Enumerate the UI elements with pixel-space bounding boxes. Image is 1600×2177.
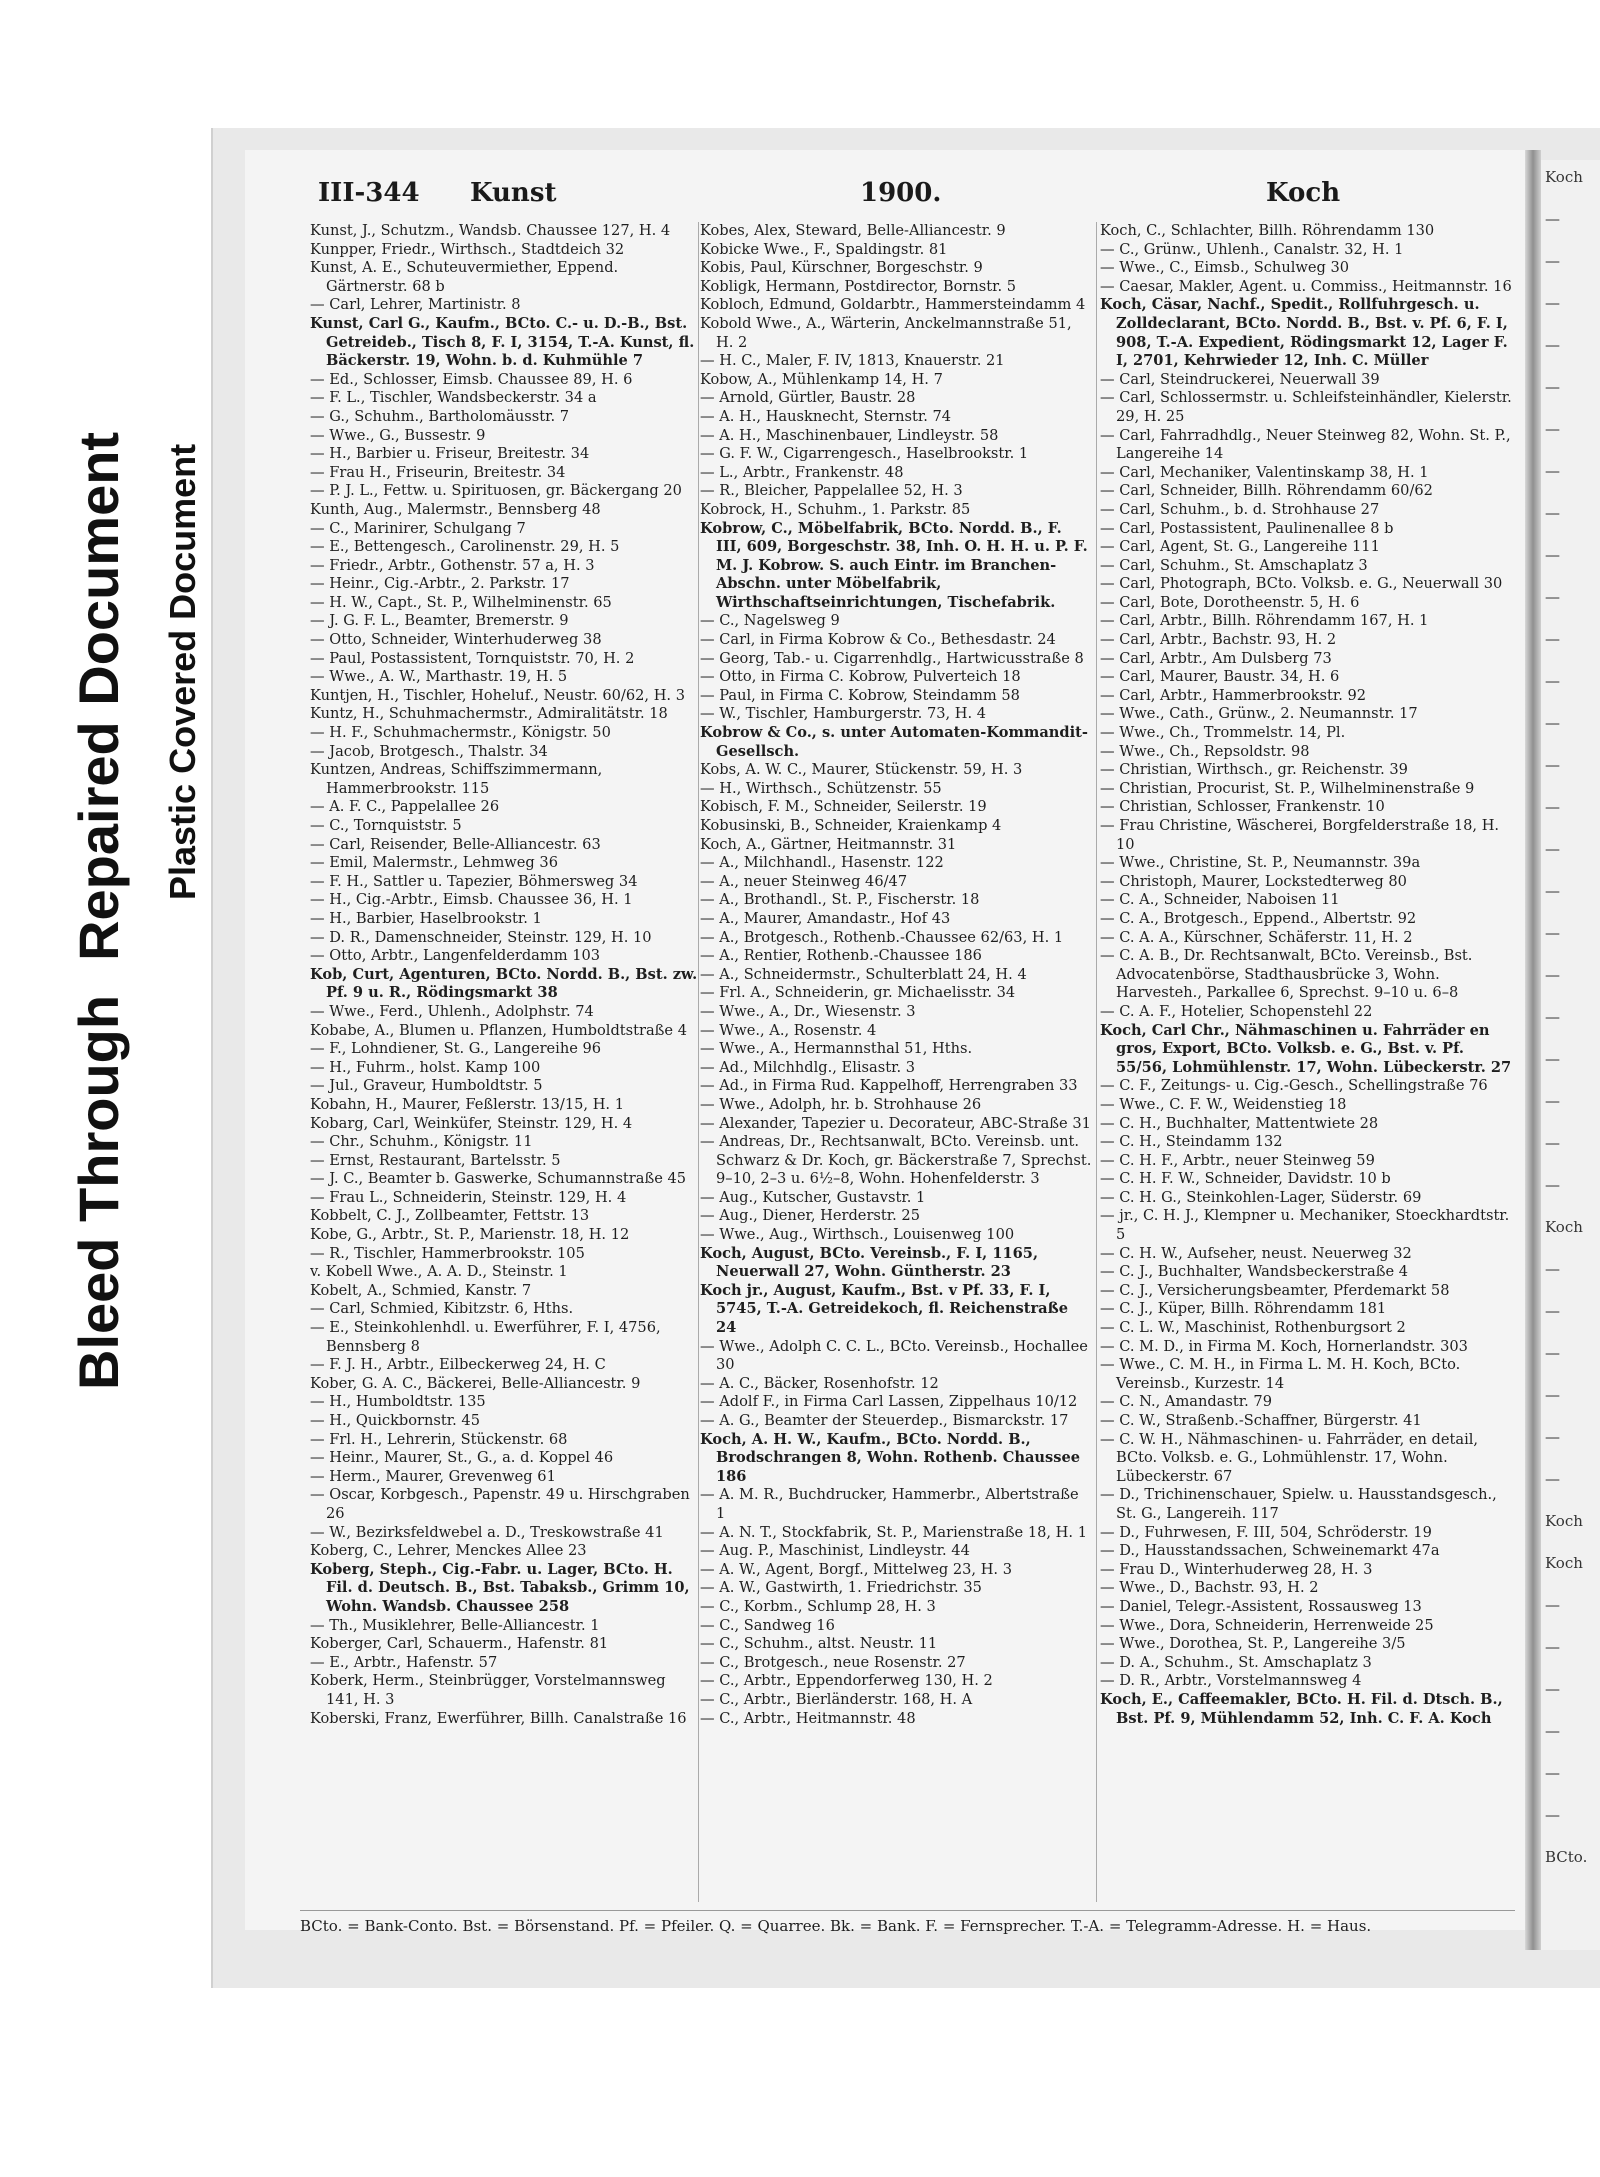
- directory-entry: — A., Maurer, Amandastr., Hof 43: [700, 909, 951, 927]
- next-page-fragment: —: [1545, 924, 1560, 942]
- directory-entry: — Wwe., Dora, Schneiderin, Herrenweide 25: [1100, 1616, 1434, 1634]
- directory-entry: — Wwe., Ferd., Uhlenh., Adolphstr. 74: [310, 1002, 594, 1020]
- directory-entry: — Paul, in Firma C. Kobrow, Steindamm 58: [700, 686, 1020, 704]
- directory-entry: — Friedr., Arbtr., Gothenstr. 57 a, H. 3: [310, 556, 595, 574]
- directory-entry: — A. W., Agent, Borgf., Mittelweg 23, H. 3: [700, 1560, 1012, 1578]
- directory-entry: — Carl, Postassistent, Paulinenallee 8 b: [1100, 519, 1394, 537]
- page-number: III-344: [318, 178, 420, 208]
- directory-entry: — J. G. F. L., Beamter, Bremerstr. 9: [310, 612, 569, 630]
- directory-entry: Kobligk, Hermann, Postdirector, Bornstr. 5: [700, 277, 1017, 295]
- directory-entry: — Georg, Tab.- u. Cigarrenhdlg., Hartwicusstraße 8: [700, 649, 1084, 667]
- directory-entry: — W., Tischler, Hamburgerstr. 73, H. 4: [700, 705, 987, 723]
- directory-entry: Koberg, Steph., Cig.-Fabr. u. Lager, BCto. H. Fil. d. Deutsch. B., Bst. Tabaksb., Grimm 10, Wohn. Wandsb. Chaussee 258: [310, 1560, 690, 1615]
- directory-entry: Kobabe, A., Blumen u. Pflanzen, Humboldtstraße 4: [310, 1021, 687, 1039]
- directory-entry: — Aug. P., Maschinist, Lindleystr. 44: [700, 1542, 970, 1560]
- next-page-fragment: —: [1545, 546, 1560, 564]
- directory-entry: — Jul., Graveur, Humboldtstr. 5: [310, 1077, 543, 1095]
- directory-entry: — Carl, Bote, Dorotheenstr. 5, H. 6: [1100, 593, 1360, 611]
- directory-entry: Kobold Wwe., A., Wärterin, Anckelmannstraße 51, H. 2: [700, 314, 1072, 351]
- directory-entry: — C., Arbtr., Bierländerstr. 168, H. A: [700, 1690, 973, 1708]
- directory-entry: — Wwe., G., Bussestr. 9: [310, 426, 486, 444]
- directory-entry: — Wwe., C. F. W., Weidenstieg 18: [1100, 1095, 1347, 1113]
- next-page-fragment: —: [1545, 1134, 1560, 1152]
- directory-entry: Kuntjen, H., Tischler, Hoheluf., Neustr. 60/62, H. 3: [310, 686, 685, 704]
- directory-entry: Kobs, A. W. C., Maurer, Stückenstr. 59, H. 3: [700, 761, 1023, 779]
- next-page-fragment: —: [1545, 1806, 1560, 1824]
- directory-entry: — Frau D., Winterhuderweg 28, H. 3: [1100, 1560, 1373, 1578]
- directory-entry: — C. J., Versicherungsbeamter, Pferdemarkt 58: [1100, 1281, 1450, 1299]
- column-1: [310, 222, 698, 1902]
- directory-entry: — H., Barbier, Haselbrookstr. 1: [310, 909, 542, 927]
- directory-entry: — E., Bettengesch., Carolinenstr. 29, H. 5: [310, 538, 620, 556]
- next-page-fragment: —: [1545, 1302, 1560, 1320]
- directory-entry: — H., Cig.-Arbtr., Eimsb. Chaussee 36, H. 1: [310, 891, 633, 909]
- directory-entry: — C. M. D., in Firma M. Koch, Hornerlandstr. 303: [1100, 1337, 1468, 1355]
- directory-entry: — Wwe., A., Rosenstr. 4: [700, 1021, 877, 1039]
- directory-entry: Kunst, J., Schutzm., Wandsb. Chaussee 127, H. 4: [310, 222, 671, 239]
- directory-entry: Kobes, Alex, Steward, Belle-Alliancestr. 9: [700, 222, 1006, 239]
- directory-entry: — C., Grünw., Uhlenh., Canalstr. 32, H. 1: [1100, 240, 1404, 258]
- directory-entry: — Emil, Malermstr., Lehmweg 36: [310, 854, 558, 872]
- directory-entry: Koch jr., August, Kaufm., Bst. v Pf. 33, F. I, 5745, T.-A. Getreidekoch, fl. Reichenstraße 24: [700, 1281, 1068, 1337]
- directory-entry: — Carl, Fahrradhdlg., Neuer Steinweg 82, Wohn. St. P., Langereihe 14: [1100, 426, 1511, 463]
- directory-entry: Kobrow & Co., s. unter Automaten-Kommandit-Gesellsch.: [700, 724, 1088, 760]
- directory-entry: — C. W., Straßenb.-Schaffner, Bürgerstr. 41: [1100, 1412, 1422, 1429]
- directory-entry: — Frl. A., Schneiderin, gr. Michaelisstr. 34: [700, 984, 1016, 1002]
- directory-entry: — Wwe., Christine, St. P., Neumannstr. 39a: [1100, 854, 1421, 872]
- directory-entry: — Ad., in Firma Rud. Kappelhoff, Herrengraben 33: [700, 1077, 1078, 1095]
- directory-entry: — Christian, Schlosser, Frankenstr. 10: [1100, 798, 1385, 816]
- directory-entry: — A., neuer Steinweg 46/47: [700, 872, 908, 890]
- directory-entry: — A., Brotgesch., Rothenb.-Chaussee 62/63, H. 1: [700, 928, 1064, 946]
- directory-entry: — Carl, Reisender, Belle-Alliancestr. 63: [310, 835, 601, 853]
- directory-entry: Kuntz, H., Schuhmachermstr., Admiralitätstr. 18: [310, 705, 668, 723]
- next-page-fragment: —: [1545, 294, 1560, 312]
- directory-entry: — Frau Christine, Wäscherei, Borgfelderstraße 18, H. 10: [1100, 817, 1500, 853]
- directory-entry: — Ad., Milchhdlg., Elisastr. 3: [700, 1058, 916, 1076]
- next-page-fragment: —: [1545, 840, 1560, 858]
- next-page-fragment: —: [1545, 378, 1560, 396]
- directory-entry: — Christian, Wirthsch., gr. Reichenstr. 39: [1100, 761, 1408, 779]
- abbreviation-legend: BCto. = Bank-Conto. Bst. = Börsenstand. Pf. = Pfeiler. Q. = Quarree. Bk. = Bank. F. = Fernsprecher. T.-A. = Telegramm-Adresse. H. = Haus.: [300, 1917, 1372, 1935]
- directory-entry: Koberger, Carl, Schauerm., Hafenstr. 81: [310, 1635, 609, 1653]
- directory-entry: — F. J. H., Arbtr., Eilbeckerweg 24, H. C: [310, 1356, 606, 1374]
- directory-entry: — D. R., Damenschneider, Steinstr. 129, H. 10: [310, 928, 652, 946]
- directory-entry: Kobloch, Edmund, Goldarbtr., Hammersteindamm 4: [700, 296, 1086, 314]
- directory-entry: — D. R., Arbtr., Vorstelmannsweg 4: [1100, 1672, 1362, 1690]
- directory-entry: — Carl, Arbtr., Billh. Röhrendamm 167, H. 1: [1100, 612, 1429, 630]
- directory-entry: — H., Barbier u. Friseur, Breitestr. 34: [310, 445, 590, 463]
- next-page-fragment: —: [1545, 1008, 1560, 1026]
- directory-entry: — H. W., Capt., St. P., Wilhelminenstr. 65: [310, 593, 612, 611]
- directory-entry: — Christian, Procurist, St. P., Wilhelminenstraße 9: [1100, 779, 1475, 797]
- next-page-fragment: Koch: [1545, 1512, 1583, 1530]
- directory-entry: — G., Schuhm., Bartholomäusstr. 7: [310, 407, 570, 425]
- directory-entry: — Carl, Arbtr., Hammerbrookstr. 92: [1100, 686, 1367, 704]
- directory-entry: — Ed., Schlosser, Eimsb. Chaussee 89, H. 6: [310, 370, 633, 388]
- directory-entry: Kobahn, H., Maurer, Feßlerstr. 13/15, H. 1: [310, 1095, 624, 1113]
- directory-entry: — Wwe., A. W., Marthastr. 19, H. 5: [310, 668, 568, 686]
- next-page-fragment: Koch: [1545, 168, 1583, 186]
- next-page-fragment: —: [1545, 672, 1560, 690]
- directory-entry: — Carl, Arbtr., Bachstr. 93, H. 2: [1100, 631, 1337, 649]
- next-page-fragment: —: [1545, 504, 1560, 522]
- directory-entry: Koberg, C., Lehrer, Menckes Allee 23: [310, 1542, 587, 1560]
- directory-entry: — Wwe., Aug., Wirthsch., Louisenweg 100: [700, 1226, 1015, 1244]
- directory-entry: Koch, E., Caffeemakler, BCto. H. Fil. d. Dtsch. B., Bst. Pf. 9, Mühlendamm 52, Inh. C. F. A. Koch: [1100, 1690, 1503, 1727]
- directory-entry: Kunpper, Friedr., Wirthsch., Stadtdeich 32: [310, 240, 625, 258]
- directory-entry: — C. H. G., Steinkohlen-Lager, Süderstr. 69: [1100, 1188, 1422, 1206]
- next-page-fragment: —: [1545, 1050, 1560, 1068]
- directory-entry: — C., Schuhm., altst. Neustr. 11: [700, 1635, 938, 1653]
- next-page-fragment: —: [1545, 1470, 1560, 1488]
- directory-entry: — Carl, Mechaniker, Valentinskamp 38, H. 1: [1100, 463, 1429, 481]
- directory-entry: — Wwe., D., Bachstr. 93, H. 2: [1100, 1579, 1319, 1597]
- directory-entry: — Wwe., C., Eimsb., Schulweg 30: [1100, 259, 1350, 277]
- directory-entry: — Chr., Schuhm., Königstr. 11: [310, 1133, 533, 1151]
- directory-entry: Koch, Cäsar, Nachf., Spedit., Rollfuhrgesch. u. Zolldeclarant, BCto. Nordd. B., Bst. v. Pf. 6, F. I, 908, T.-A. Expedient, Rödingsmarkt 12, Lager F. I, 2701, Kehrwieder 12, Inh. C. Müller: [1100, 296, 1508, 370]
- directory-entry: — A. W., Gastwirth, 1. Friedrichstr. 35: [700, 1579, 982, 1597]
- directory-entry: — Christoph, Maurer, Lockstedterweg 80: [1100, 872, 1407, 890]
- directory-entry: Kobow, A., Mühlenkamp 14, H. 7: [700, 370, 943, 388]
- directory-entry: — Th., Musiklehrer, Belle-Alliancestr. 1: [310, 1616, 600, 1634]
- directory-entry: — Herm., Maurer, Grevenweg 61: [310, 1467, 556, 1485]
- directory-entry: — C. F., Zeitungs- u. Cig.-Gesch., Schellingstraße 76: [1100, 1077, 1488, 1095]
- directory-entry: — Otto, Arbtr., Langenfelderdamm 103: [310, 947, 601, 965]
- directory-entry: — Oscar, Korbgesch., Papenstr. 49 u. Hirschgraben 26: [310, 1486, 690, 1522]
- side-label-secondary: Plastic Covered Document: [162, 443, 203, 900]
- directory-entry: — jr., C. H. J., Klempner u. Mechaniker, Stoeckhardtstr. 5: [1100, 1207, 1510, 1244]
- directory-entry: — D., Trichinenschauer, Spielw. u. Hausstandsgesch., St. G., Langereih. 117: [1100, 1486, 1497, 1522]
- directory-entry: — H., Humboldtstr. 135: [310, 1393, 486, 1411]
- directory-entry: v. Kobell Wwe., A. A. D., Steinstr. 1: [310, 1263, 568, 1281]
- directory-entry: — C. H. F., Arbtr., neuer Steinweg 59: [1100, 1151, 1375, 1169]
- directory-entry: — D., Fuhrwesen, F. III, 504, Schröderstr. 19: [1100, 1523, 1432, 1541]
- directory-entry: — Paul, Postassistent, Tornquiststr. 70, H. 2: [310, 649, 635, 667]
- directory-entry: — A. N. T., Stockfabrik, St. P., Marienstraße 18, H. 1: [700, 1523, 1087, 1541]
- directory-entry: Kobarg, Carl, Weinküfer, Steinstr. 129, H. 4: [310, 1114, 633, 1132]
- next-page-fragment: —: [1545, 1344, 1560, 1362]
- directory-entry: — C. J., Buchhalter, Wandsbeckerstraße 4: [1100, 1263, 1409, 1281]
- next-page-fragment: —: [1545, 798, 1560, 816]
- directory-entry: Koch, A. H. W., Kaufm., BCto. Nordd. B., Brodschrangen 8, Wohn. Rothenb. Chaussee 186: [700, 1430, 1081, 1485]
- next-page-edge: [1541, 160, 1600, 1950]
- directory-entry: Kobelt, A., Schmied, Kanstr. 7: [310, 1281, 532, 1299]
- directory-entry: Kob, Curt, Agenturen, BCto. Nordd. B., Bst. zw. Pf. 9 u. R., Rödingsmarkt 38: [310, 965, 698, 1002]
- directory-entry: — F. L., Tischler, Wandsbeckerstr. 34 a: [310, 389, 597, 407]
- directory-entry: — C. A. A., Kürschner, Schäferstr. 11, H. 2: [1100, 928, 1413, 946]
- directory-entry: — Adolf F., in Firma Carl Lassen, Zippelhaus 10/12: [700, 1393, 1078, 1411]
- directory-entry: — A., Rentier, Rothenb.-Chaussee 186: [700, 947, 982, 965]
- directory-entry: Koberk, Herm., Steinbrügger, Vorstelmannsweg 141, H. 3: [310, 1672, 666, 1708]
- next-page-fragment: —: [1545, 1596, 1560, 1614]
- directory-entry: — D., Hausstandssachen, Schweinemarkt 47a: [1100, 1542, 1440, 1560]
- directory-entry: — J. C., Beamter b. Gaswerke, Schumannstraße 45: [310, 1170, 687, 1188]
- directory-entry: — C. H., Buchhalter, Mattentwiete 28: [1100, 1114, 1379, 1132]
- directory-entry: — A. C., Bäcker, Rosenhofstr. 12: [700, 1374, 939, 1392]
- directory-entry: — Carl, Steindruckerei, Neuerwall 39: [1100, 370, 1380, 388]
- next-page-fragment: —: [1545, 714, 1560, 732]
- directory-entry: — Wwe., C. M. H., in Firma L. M. H. Koch, BCto. Vereinsb., Kurzestr. 14: [1100, 1356, 1461, 1392]
- directory-entry: Kunth, Aug., Malermstr., Bennsberg 48: [310, 500, 601, 518]
- directory-entry: — H., Fuhrm., holst. Kamp 100: [310, 1058, 541, 1076]
- directory-entry: Koch, Carl Chr., Nähmaschinen u. Fahrräder en gros, Export, BCto. Volksb. e. G., Bst. v. Pf. 55/56, Lohmühlenstr. 17, Wohn. Lübeckerstr. 27: [1100, 1021, 1512, 1076]
- directory-entry: Kobisch, F. M., Schneider, Seilerstr. 19: [700, 798, 987, 816]
- directory-entry: — C. W. H., Nähmaschinen- u. Fahrräder, en detail, BCto. Volksb. e. G., Lohmühlenstr. 17, Wohn. Lübeckerstr. 67: [1100, 1430, 1479, 1485]
- label-repaired-document: Repaired Document: [67, 431, 130, 961]
- footer-divider: [300, 1910, 1515, 1911]
- directory-entry: — A. M. R., Buchdrucker, Hammerbr., Albertstraße 1: [700, 1486, 1079, 1522]
- directory-entry: — C., Tornquiststr. 5: [310, 817, 462, 834]
- next-page-fragment: —: [1545, 1176, 1560, 1194]
- directory-entry: — C., Marinirer, Schulgang 7: [310, 519, 526, 537]
- directory-entry: Kobicke Wwe., F., Spaldingstr. 81: [700, 240, 948, 258]
- directory-entry: — Otto, in Firma C. Kobrow, Pulverteich 18: [700, 668, 1021, 686]
- directory-entry: — Carl, Agent, St. G., Langereihe 111: [1100, 538, 1380, 556]
- directory-entry: — Carl, Lehrer, Martinistr. 8: [310, 296, 521, 314]
- directory-entry: Koch, C., Schlachter, Billh. Röhrendamm 130: [1100, 222, 1435, 239]
- directory-entry: — Carl, Schneider, Billh. Röhrendamm 60/62: [1100, 482, 1433, 500]
- next-page-fragment: —: [1545, 1092, 1560, 1110]
- directory-entry: — R., Bleicher, Pappelallee 52, H. 3: [700, 482, 963, 500]
- directory-entry: — Carl, Maurer, Baustr. 34, H. 6: [1100, 668, 1340, 686]
- directory-entry: Kobrow, C., Möbelfabrik, BCto. Nordd. B., F. III, 609, Borgeschstr. 38, Inh. O. H. H. u. P. F. M. J. Kobrow. S. auch Eintr. im Branchen-Abschn. unter Möbelfabrik, Wirthschaftseinrichtungen, Tischefabrik.: [700, 519, 1088, 611]
- directory-entry: — C. L. W., Maschinist, Rothenburgsort 2: [1100, 1319, 1406, 1337]
- directory-entry: — Heinr., Maurer, St., G., a. d. Koppel 46: [310, 1449, 614, 1467]
- directory-entry: — H., Wirthsch., Schützenstr. 55: [700, 779, 942, 797]
- directory-entry: Kobbelt, C. J., Zollbeamter, Fettstr. 13: [310, 1207, 590, 1225]
- directory-entry: — C. A. B., Dr. Rechtsanwalt, BCto. Vereinsb., Bst. Advocatenbörse, Stadthausbrücke 3, Wohn. Harvesteh., Parkallee 6, Sprechst. 9–10 u. 6–8: [1100, 947, 1473, 1002]
- directory-entry: — C. N., Amandastr. 79: [1100, 1393, 1273, 1411]
- next-page-fragment: BCto.: [1545, 1848, 1588, 1866]
- next-page-fragment: —: [1545, 252, 1560, 270]
- directory-entry: — C., Brotgesch., neue Rosenstr. 27: [700, 1653, 966, 1671]
- directory-entry: — C. H., Steindamm 132: [1100, 1133, 1283, 1151]
- directory-entry: — A., Brothandl., St. P., Fischerstr. 18: [700, 891, 980, 909]
- next-page-fragment: Koch: [1545, 1554, 1583, 1572]
- next-page-fragment: —: [1545, 1260, 1560, 1278]
- next-page-fragment: —: [1545, 882, 1560, 900]
- directory-entry: — A. G., Beamter der Steuerdep., Bismarckstr. 17: [700, 1412, 1069, 1429]
- directory-entry: — Wwe., Dorothea, St. P., Langereihe 3/5: [1100, 1635, 1406, 1653]
- book-gutter: [1525, 150, 1541, 1950]
- directory-entry: — C., Arbtr., Heitmannstr. 48: [700, 1709, 916, 1727]
- next-page-fragment: —: [1545, 1722, 1560, 1740]
- directory-entry: — Arnold, Gürtler, Baustr. 28: [700, 389, 916, 407]
- directory-entry: — Carl, Schmied, Kibitzstr. 6, Hths.: [310, 1300, 574, 1318]
- directory-entry: — F., Lohndiener, St. G., Langereihe 96: [310, 1040, 602, 1058]
- directory-entry: — R., Tischler, Hammerbrookstr. 105: [310, 1244, 585, 1262]
- directory-entry: — L., Arbtr., Frankenstr. 48: [700, 463, 904, 481]
- directory-entry: — C., Sandweg 16: [700, 1616, 835, 1634]
- directory-entry: — A. H., Hausknecht, Sternstr. 74: [700, 407, 952, 425]
- directory-entry: — C. A., Brotgesch., Eppend., Albertstr. 92: [1100, 909, 1417, 927]
- directory-entry: — C., Nagelsweg 9: [700, 612, 840, 630]
- side-label-primary: [66, 398, 131, 1390]
- directory-entry: — Wwe., Cath., Grünw., 2. Neumannstr. 17: [1100, 705, 1418, 723]
- column-2: [700, 222, 1092, 1902]
- directory-entry: — W., Bezirksfeldwebel a. D., Treskowstraße 41: [310, 1523, 664, 1541]
- directory-entry: Koch, A., Gärtner, Heitmannstr. 31: [700, 835, 957, 853]
- header-right-word: Koch: [1266, 178, 1341, 208]
- directory-entry: — E., Arbtr., Hafenstr. 57: [310, 1653, 498, 1671]
- directory-entry: — C. H. F. W., Schneider, Davidstr. 10 b: [1100, 1170, 1391, 1188]
- directory-entry: — H. F., Schuhmachermstr., Königstr. 50: [310, 724, 611, 742]
- directory-entry: — A. H., Maschinenbauer, Lindleystr. 58: [700, 426, 999, 444]
- header-year: 1900.: [860, 178, 942, 208]
- directory-entry: — Wwe., Ch., Repsoldstr. 98: [1100, 742, 1310, 760]
- directory-entry: — Wwe., Adolph, hr. b. Strohhause 26: [700, 1095, 982, 1113]
- directory-entry: — Aug., Kutscher, Gustavstr. 1: [700, 1188, 926, 1206]
- directory-entry: — A. F. C., Pappelallee 26: [310, 798, 500, 816]
- next-page-fragment: —: [1545, 210, 1560, 228]
- directory-entry: — F. H., Sattler u. Tapezier, Böhmersweg 34: [310, 872, 638, 890]
- directory-entry: — Ernst, Restaurant, Bartelsstr. 5: [310, 1151, 561, 1169]
- directory-entry: — C. H. W., Aufseher, neust. Neuerweg 32: [1100, 1244, 1412, 1262]
- directory-entry: — Heinr., Cig.-Arbtr., 2. Parkstr. 17: [310, 575, 570, 593]
- directory-entry: — Carl, Schuhm., b. d. Strohhause 27: [1100, 500, 1380, 518]
- next-page-fragment: —: [1545, 630, 1560, 648]
- directory-entry: — Frau L., Schneiderin, Steinstr. 129, H. 4: [310, 1188, 627, 1206]
- directory-entry: — E., Steinkohlenhdl. u. Ewerführer, F. I, 4756, Bennsberg 8: [310, 1319, 661, 1355]
- next-page-fragment: —: [1545, 1680, 1560, 1698]
- directory-entry: — H., Quickbornstr. 45: [310, 1412, 481, 1429]
- directory-entry: Kunst, Carl G., Kaufm., BCto. C.- u. D.-B., Bst. Getreideb., Tisch 8, F. I, 3154, T.-A. Kunst, fl. Bäckerstr. 19, Wohn. b. d. Kuhmühle 7: [310, 314, 695, 370]
- directory-entry: — Andreas, Dr., Rechtsanwalt, BCto. Vereinsb. unt. Schwarz & Dr. Koch, gr. Bäckerstraße 7, Sprechst. 9–10, 2–3 u. 6½–8, Wohn. Hohenfelderstr. 3: [700, 1133, 1092, 1188]
- directory-entry: — C. J., Küper, Billh. Röhrendamm 181: [1100, 1300, 1387, 1318]
- next-page-fragment: —: [1545, 1764, 1560, 1782]
- directory-entry: — C., Korbm., Schlump 28, H. 3: [700, 1597, 936, 1615]
- directory-entry: — H. C., Maler, F. IV, 1813, Knauerstr. 21: [700, 352, 1005, 370]
- directory-entry: Koberski, Franz, Ewerführer, Billh. Canalstraße 16: [310, 1709, 687, 1727]
- directory-entry: — Jacob, Brotgesch., Thalstr. 34: [310, 742, 548, 760]
- directory-entry: — C., Arbtr., Eppendorferweg 130, H. 2: [700, 1672, 993, 1690]
- directory-entry: — Daniel, Telegr.-Assistent, Rossausweg 13: [1100, 1597, 1422, 1615]
- directory-entry: — C. A. F., Hotelier, Schopenstehl 22: [1100, 1002, 1373, 1020]
- column-divider: [1096, 222, 1097, 1902]
- directory-entry: — A., Milchhandl., Hasenstr. 122: [700, 854, 944, 872]
- next-page-fragment: —: [1545, 420, 1560, 438]
- directory-entry: — Frau H., Friseurin, Breitestr. 34: [310, 463, 566, 481]
- directory-entry: Koch, August, BCto. Vereinsb., F. I, 1165, Neuerwall 27, Wohn. Güntherstr. 23: [700, 1244, 1039, 1281]
- directory-entry: Kobrock, H., Schuhm., 1. Parkstr. 85: [700, 500, 971, 518]
- directory-entry: — G. F. W., Cigarrengesch., Haselbrookstr. 1: [700, 445, 1029, 463]
- label-bleed-through: Bleed Through: [67, 994, 130, 1390]
- directory-entry: Kober, G. A. C., Bäckerei, Belle-Alliancestr. 9: [310, 1374, 641, 1392]
- next-page-fragment: —: [1545, 336, 1560, 354]
- next-page-fragment: —: [1545, 1638, 1560, 1656]
- directory-entry: — Carl, Schlossermstr. u. Schleifsteinhändler, Kielerstr. 29, H. 25: [1100, 389, 1512, 425]
- next-page-fragment: —: [1545, 462, 1560, 480]
- directory-entry: — Frl. H., Lehrerin, Stückenstr. 68: [310, 1430, 568, 1448]
- directory-entry: — Carl, Arbtr., Am Dulsberg 73: [1100, 649, 1332, 667]
- directory-entry: Kuntzen, Andreas, Schiffszimmermann, Hammerbrookstr. 115: [310, 761, 603, 797]
- directory-entry: — Wwe., A., Dr., Wiesenstr. 3: [700, 1002, 916, 1020]
- directory-entry: — Wwe., A., Hermannsthal 51, Hths.: [700, 1040, 973, 1058]
- directory-entry: Kobe, G., Arbtr., St. P., Marienstr. 18, H. 12: [310, 1226, 630, 1244]
- directory-entry: — A., Schneidermstr., Schulterblatt 24, H. 4: [700, 965, 1027, 983]
- directory-entry: Kunst, A. E., Schuteuvermiether, Eppend. Gärtnerstr. 68 b: [310, 259, 619, 295]
- directory-entry: — Aug., Diener, Herderstr. 25: [700, 1207, 920, 1225]
- directory-entry: — C. A., Schneider, Naboisen 11: [1100, 891, 1340, 909]
- directory-entry: Kobusinski, B., Schneider, Kraienkamp 4: [700, 817, 1002, 834]
- directory-entry: — Carl, in Firma Kobrow & Co., Bethesdastr. 24: [700, 631, 1056, 649]
- directory-entry: — Alexander, Tapezier u. Decorateur, ABC-Straße 31: [700, 1114, 1091, 1132]
- directory-entry: — Otto, Schneider, Winterhuderweg 38: [310, 631, 602, 649]
- column-3: [1100, 222, 1518, 1902]
- next-page-fragment: —: [1545, 588, 1560, 606]
- next-page-fragment: Koch: [1545, 1218, 1583, 1236]
- directory-entry: — Wwe., Adolph C. C. L., BCto. Vereinsb., Hochallee 30: [700, 1337, 1088, 1374]
- next-page-fragment: —: [1545, 1386, 1560, 1404]
- directory-entry: — Carl, Schuhm., St. Amschaplatz 3: [1100, 556, 1368, 574]
- directory-entry: — Caesar, Makler, Agent. u. Commiss., Heitmannstr. 16: [1100, 277, 1512, 295]
- directory-entry: — Carl, Photograph, BCto. Volksb. e. G., Neuerwall 30: [1100, 575, 1503, 593]
- directory-entry: — D. A., Schuhm., St. Amschaplatz 3: [1100, 1653, 1372, 1671]
- header-left-word: Kunst: [470, 178, 557, 208]
- directory-entry: — P. J. L., Fettw. u. Spirituosen, gr. Bäckergang 20: [310, 482, 682, 500]
- column-divider: [698, 222, 699, 1902]
- directory-entry: — Wwe., Ch., Trommelstr. 14, Pl.: [1100, 724, 1346, 742]
- next-page-fragment: —: [1545, 756, 1560, 774]
- next-page-fragment: —: [1545, 966, 1560, 984]
- directory-entry: Kobis, Paul, Kürschner, Borgeschstr. 9: [700, 259, 983, 277]
- next-page-fragment: —: [1545, 1428, 1560, 1446]
